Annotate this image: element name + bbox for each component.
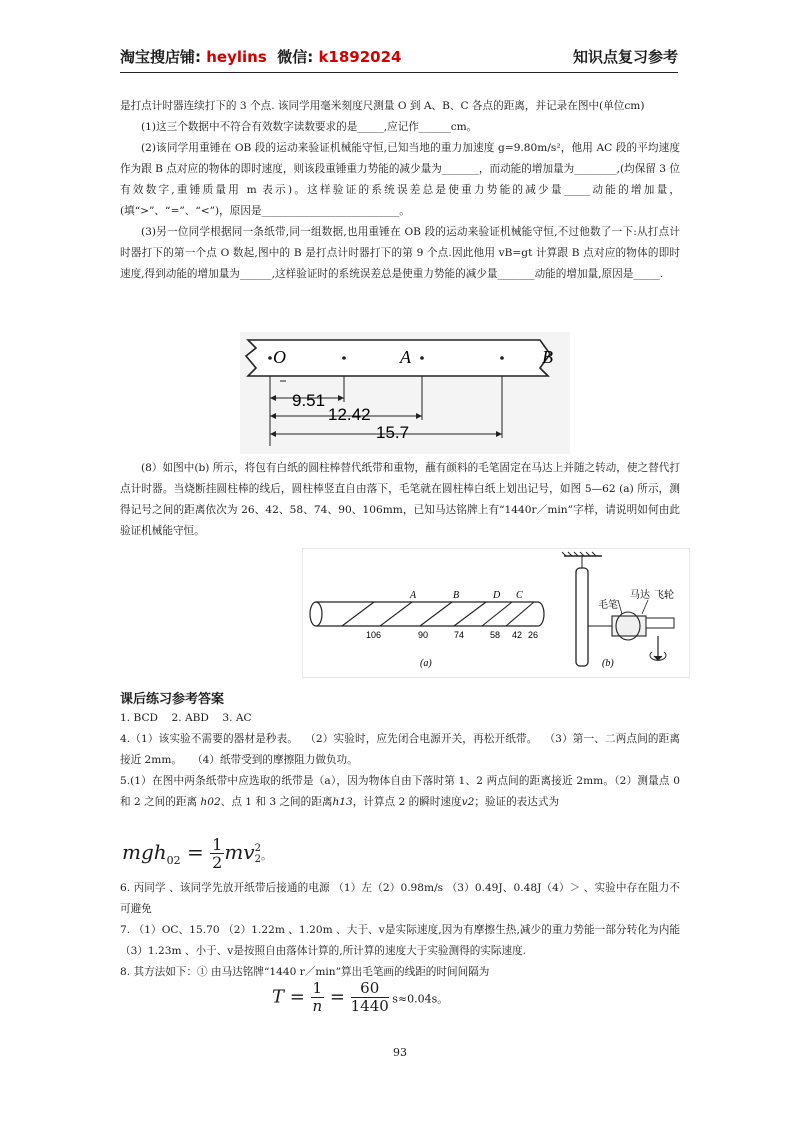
formula-lhs-sub: 02 xyxy=(166,854,181,867)
brush-label: 毛笔 xyxy=(598,600,618,611)
v2-text: v2 xyxy=(461,796,475,808)
problem-text xyxy=(120,96,680,285)
answer-8: 8. 其方法如下：① 由马达铭牌“1440 r／min”算出毛笔画的线距的时间间隔为 xyxy=(120,966,490,978)
wechat-id: k1892024 xyxy=(318,48,402,66)
formula-numerator: 1 xyxy=(212,835,223,854)
answer-4: 4.（1）该实验不需要的器材是秒表。 （2）实验时，应先闭合电源开关，再松开纸带。 （3）第一、二两点间的距离接近 2mm。 （4）纸带受到的摩擦阻力做负功。 xyxy=(120,733,680,766)
point-label-c: C xyxy=(516,590,523,601)
period-eq-1: = xyxy=(284,986,311,1008)
period-tail: s≈0.04s。 xyxy=(388,992,449,1006)
question-1: (1)这三个数据中不符合有效数字读数要求的是_____,应记作______cm。 xyxy=(141,121,478,133)
distance-58: 58 xyxy=(490,630,501,640)
answers-title: 课后练习参考答案 xyxy=(120,692,225,707)
formula-eq: = xyxy=(180,840,211,864)
period-fraction-1 xyxy=(311,980,325,1015)
period-eq-2: = xyxy=(324,986,351,1008)
tape-dot-2 xyxy=(500,356,504,360)
tape-label-a: A xyxy=(400,347,411,367)
dim-label-1: 9.51 xyxy=(292,391,326,410)
answer-6: 6. 丙同学 、该同学先放开纸带后接通的电源 （1）左（2）0.98m/s （3）0.49J、0.48J（4）＞ 、实验中存在阻力不可避免 xyxy=(120,882,680,915)
period-den-1: n xyxy=(312,997,323,1015)
tape-dot-a xyxy=(420,356,424,360)
period-fraction-2 xyxy=(351,980,389,1015)
h02-symbol xyxy=(200,796,220,808)
formula-denominator: 2 xyxy=(212,853,223,872)
point-label-d: D xyxy=(493,590,501,601)
paper-tape xyxy=(246,340,550,376)
wechat-label: 微信: xyxy=(266,48,319,66)
question-3: (3)另一位同学根据同一条纸带,同一组数据,也用重锤在 OB 段的运动来验证机械能守恒,不过他数了一下:从打点计时器打下的第一个点 O 数起,图中的 B 是打点计时器打下的第 9 个点.因此他用 vB=gt 计算跟 B 点对应的物体的即时速度,得到动能的增加量为______,这样验证时的系统误差总是使重力势能的减少量_______动能的增加量,原因是_____. xyxy=(120,226,680,280)
distance-74: 74 xyxy=(454,630,465,640)
flywheel-label: 飞轮 xyxy=(654,590,674,601)
intro-paragraph: 是打点计时器连续打下的 3 个点. 该同学用毫米刻度尺测量 O 到 A、B、C 各点的距离，并记录在图中(单位cm) xyxy=(120,100,645,112)
header-left xyxy=(120,46,401,67)
page-header xyxy=(120,44,678,73)
answer-5-part3: ，计算点 2 的瞬时速度 xyxy=(352,796,462,808)
paper-tape-figure xyxy=(240,332,570,454)
formula-lhs: mgh xyxy=(122,840,167,864)
figure-label-a: (a) xyxy=(420,658,432,669)
cylinder-motor-figure xyxy=(302,548,690,678)
h13-symbol xyxy=(332,796,352,808)
answer-5-part4: ；验证的表达式为 xyxy=(474,796,560,808)
question-8: (8）如图中(b) 所示，将包有白纸的圆柱棒替代纸带和重物，蘸有颜料的毛笔固定在马达上并随之转动，使之替代打点计时器。当烧断挂圆柱棒的线后，圆柱棒竖直自由落下，毛笔就在圆柱棒白纸上划出记号，如图 5—62 (a) 所示，测得记号之间的距离依次为 26、42、58、74、90、106mm，已知马达铭牌上有“1440r／min”字样，请说明如何由此验证机械能守恒。 xyxy=(120,462,680,537)
question-8-block xyxy=(120,458,680,542)
dim-label-2: 12.42 xyxy=(328,405,371,424)
period-formula xyxy=(272,980,448,1015)
formula-end: 。 xyxy=(260,849,272,862)
energy-formula xyxy=(122,836,272,876)
figure-label-b: (b) xyxy=(602,658,614,669)
answer-5 xyxy=(120,771,680,813)
distance-90: 90 xyxy=(418,630,429,640)
page-number: 93 xyxy=(393,1046,407,1059)
tape-label-b: B xyxy=(542,347,553,367)
point-label-b: B xyxy=(453,590,460,601)
header-title: 知识点复习参考 xyxy=(572,48,678,66)
h13-text: h13 xyxy=(332,796,353,808)
motor-label: 马达 xyxy=(630,590,650,601)
dim-label-3: 15.7 xyxy=(376,423,410,442)
distance-26: 26 xyxy=(528,630,539,640)
formula-fraction xyxy=(210,836,224,871)
period-num-1: 1 xyxy=(312,979,323,997)
shop-label: 淘宝搜店铺: xyxy=(120,48,207,66)
point-label-a: A xyxy=(410,590,417,601)
formula-rhs: mv xyxy=(224,840,255,864)
tape-label-o: O xyxy=(273,347,286,367)
hanging-rod xyxy=(576,568,588,666)
answer-5-part2: 、点 1 和 3 之间的距离 xyxy=(220,796,333,808)
tape-dot-1 xyxy=(342,356,346,360)
distance-106: 106 xyxy=(366,630,382,640)
answers-block xyxy=(120,708,680,813)
distance-42: 42 xyxy=(512,630,523,640)
h02-text: h02 xyxy=(200,796,221,808)
formula-rhs-sup: 2 xyxy=(254,842,261,854)
period-den-2: 1440 xyxy=(350,997,389,1015)
shop-name: heylins xyxy=(206,48,267,66)
question-2: (2)该同学用重锤在 OB 段的运动来验证机械能守恒,已知当地的重力加速度 g=9.80m/s²，他用 AC 段的平均速度作为跟 B 点对应的物体的即时速度，则该段重锤重力势能的减少量为_______，而动能的增加量为________,(均保留 3 位有效数字,重锤质量用 m 表示)。这样验证的系统误差总是使重力势能的减少量_____动能的增加量，(填“>”、“=”、“<”)，原因是__________________________。 xyxy=(120,142,680,217)
formula-rhs-sub: 2 xyxy=(254,853,261,865)
v2-symbol xyxy=(462,796,475,808)
period-t: T xyxy=(272,986,285,1008)
period-num-2: 60 xyxy=(351,980,389,998)
tape-dot-o xyxy=(268,356,272,360)
answers-block-2 xyxy=(120,878,680,983)
answer-1-3: 1. BCD 2. ABD 3. AC xyxy=(120,712,252,724)
answer-7: 7. （1）OC、15.70 （2）1.22m 、1.20m 、大于、v是实际速度,因为有摩擦生热,减少的重力势能一部分转化为内能 （3）1.23m 、小于、v是按照自由落体计算的,所计算的速度大于实验测得的实际速度. xyxy=(120,924,680,957)
answer-5-part1: 5.(1）在图中两条纸带中应选取的纸带是（a），因为物体自由下落时第 1、2 两点间的距离接近 2mm。（2）测量点 0 和 2 之间的距离 xyxy=(120,775,680,808)
